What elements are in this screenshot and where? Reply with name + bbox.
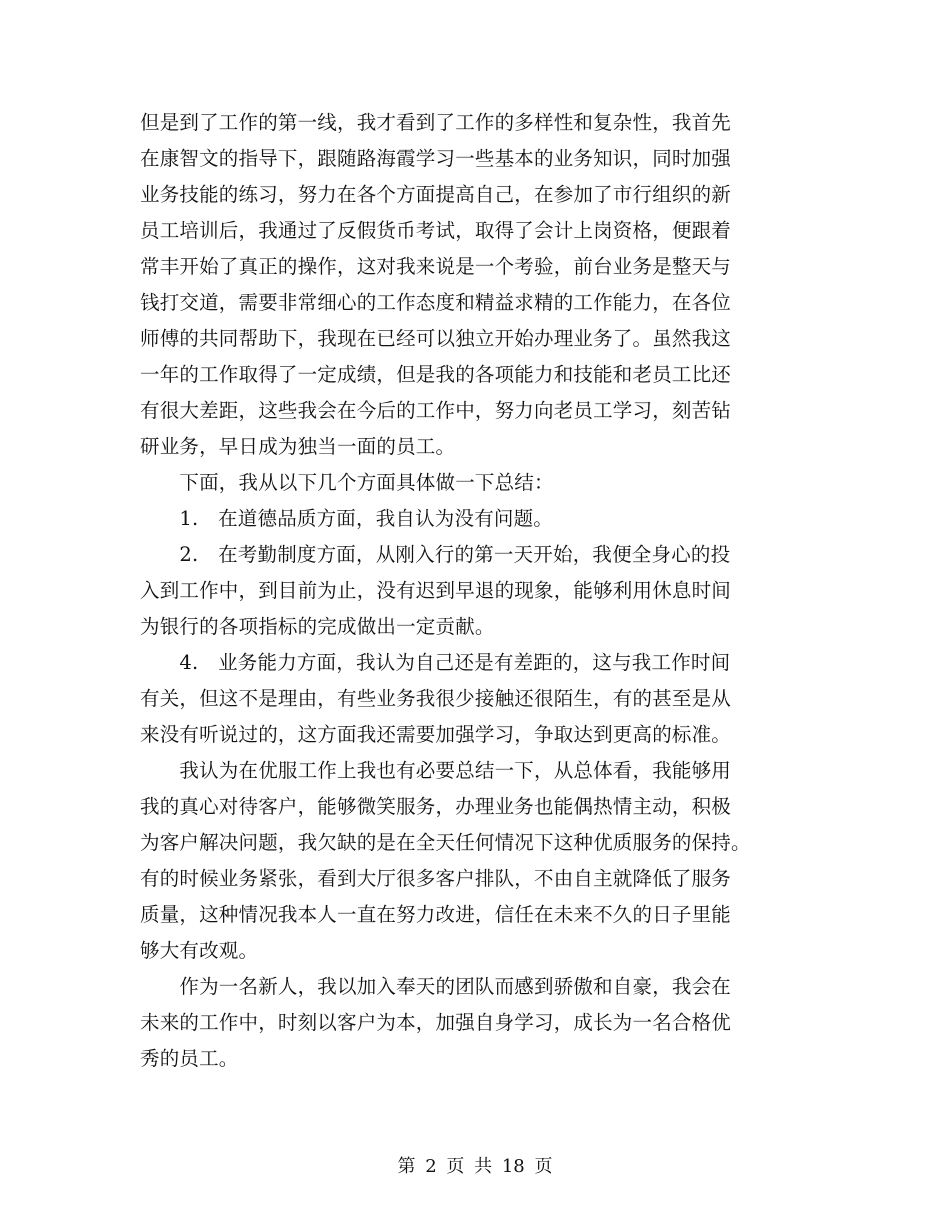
text-line: 秀的员工。: [140, 1047, 239, 1070]
text-line: 员工培训后，我通过了反假货币考试，取得了会计上岗资格，便跟着: [140, 219, 732, 242]
text-line: 业务技能的练习，努力在各个方面提高自己，在参加了市行组织的新: [140, 183, 732, 206]
text-line: 作为一名新人，我以加入奉天的团队而感到骄傲和自豪，我会在: [140, 975, 732, 998]
text-line: 但是到了工作的第一线，我才看到了工作的多样性和复杂性，我首先: [140, 111, 732, 134]
text-line: 在康智文的指导下，跟随路海霞学习一些基本的业务知识，同时加强: [140, 147, 732, 170]
text-line: 1. 在道德品质方面，我自认为没有问题。: [140, 507, 554, 530]
text-line: 为银行的各项指标的完成做出一定贡献。: [140, 615, 495, 638]
text-line: 我认为在优服工作上我也有必要总结一下，从总体看，我能够用: [140, 759, 732, 782]
text-line: 质量，这种情况我本人一直在努力改进，信任在未来不久的日子里能: [140, 903, 732, 926]
text-line: 为客户解决问题，我欠缺的是在全天任何情况下这种优质服务的保持。: [140, 831, 751, 854]
text-line: 够大有改观。: [140, 939, 259, 962]
text-line: 有的时候业务紧张，看到大厅很多客户排队，不由自主就降低了服务: [140, 867, 732, 890]
text-line: 来没有听说过的，这方面我还需要加强学习，争取达到更高的标准。: [140, 723, 732, 746]
text-line: 我的真心对待客户，能够微笑服务，办理业务也能偶热情主动，积极: [140, 795, 732, 818]
text-line: 2. 在考勤制度方面，从刚入行的第一天开始，我便全身心的投: [140, 543, 731, 566]
text-line: 下面，我从以下几个方面具体做一下总结：: [140, 471, 554, 494]
page-number-footer: 第 2 页 共 18 页: [397, 1156, 553, 1177]
text-line: 有很大差距，这些我会在今后的工作中，努力向老员工学习，刻苦钻: [140, 399, 732, 422]
text-line: 有关，但这不是理由，有些业务我很少接触还很陌生，有的甚至是从: [140, 687, 732, 710]
text-line: 一年的工作取得了一定成绩，但是我的各项能力和技能和老员工比还: [140, 363, 732, 386]
text-line: 师傅的共同帮助下，我现在已经可以独立开始办理业务了。虽然我这: [140, 327, 732, 350]
text-line: 钱打交道，需要非常细心的工作态度和精益求精的工作能力，在各位: [140, 291, 732, 314]
text-line: 未来的工作中，时刻以客户为本，加强自身学习，成长为一名合格优: [140, 1011, 732, 1034]
text-line: 常丰开始了真正的操作，这对我来说是一个考验，前台业务是整天与: [140, 255, 732, 278]
text-line: 入到工作中，到目前为止，没有迟到早退的现象，能够利用休息时间: [140, 579, 732, 602]
document-body: [140, 105, 820, 1077]
text-line: 4. 业务能力方面，我认为自己还是有差距的，这与我工作时间: [140, 651, 731, 674]
text-line: 研业务，早日成为独当一面的员工。: [140, 435, 456, 458]
